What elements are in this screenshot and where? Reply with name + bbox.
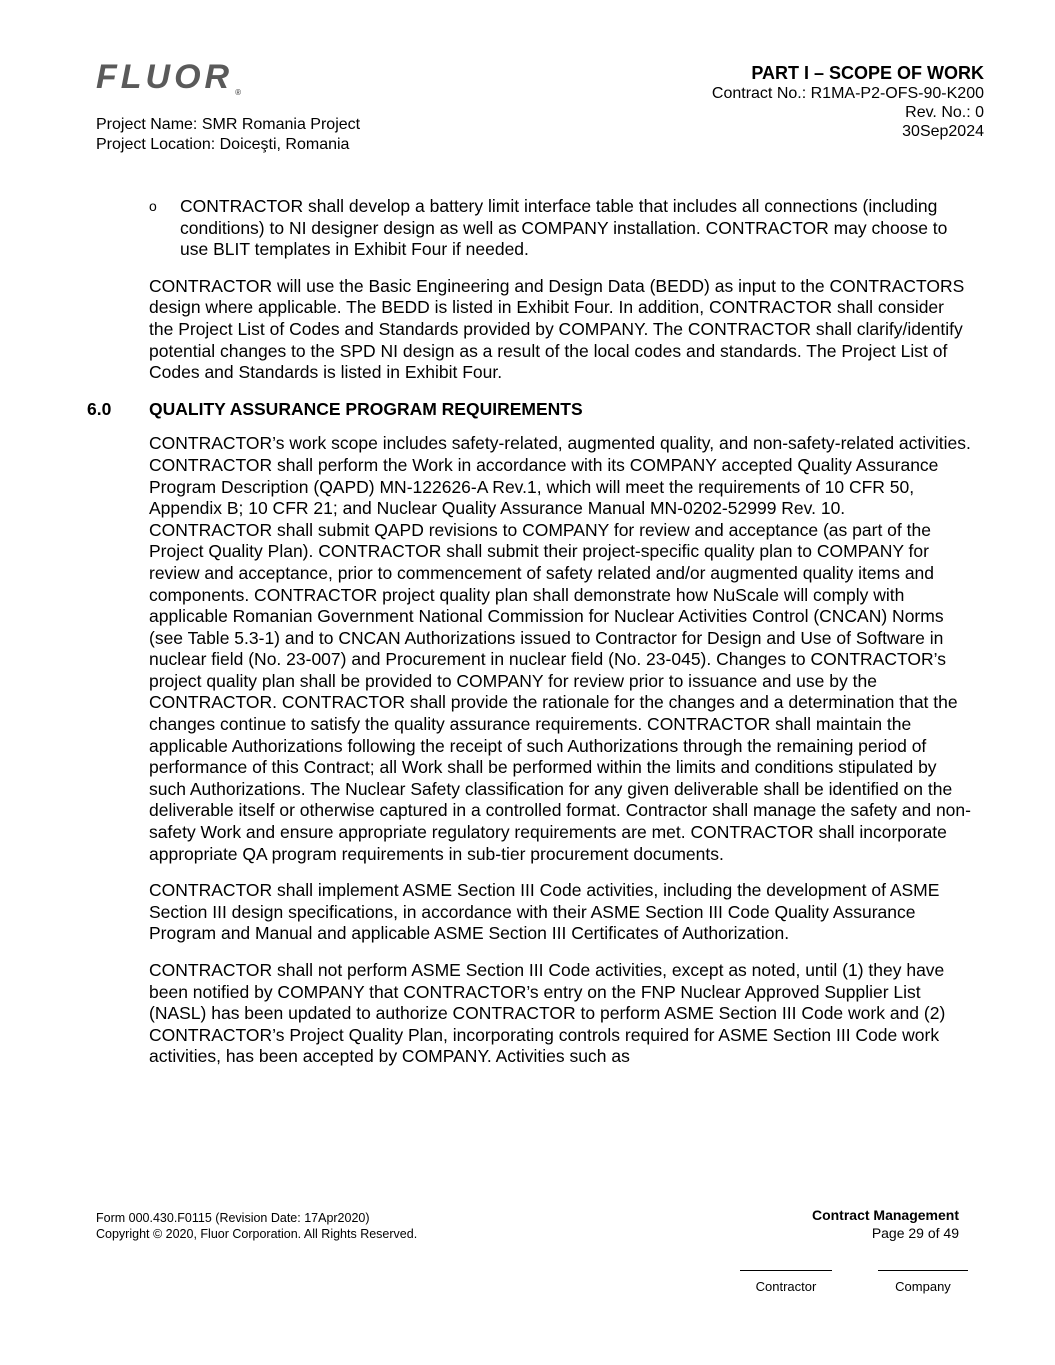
signature-contractor	[740, 1270, 832, 1294]
document-header-right	[712, 63, 984, 141]
section-number: 6.0	[87, 398, 112, 419]
copyright: Copyright © 2020, Fluor Corporation. All Rights Reserved.	[96, 1227, 418, 1241]
department: Contract Management	[811, 1207, 959, 1223]
project-info	[96, 115, 360, 155]
revision-number: Rev. No.: 0	[905, 104, 984, 121]
paragraph-bedd: CONTRACTOR will use the Basic Engineering and Design Data (BEDD) as input to the CONTRACTORS design where applicable. The BEDD is listed in Exhibit Four. In addition, CONTRACTOR shall consider the Project List of Codes and Standards provided by COMPANY. The CONTRACTOR shall clarify/identify potential changes to the SPD NI design as a result of the local codes and standards. The Project List of Codes and Standards is listed in Exhibit Four.	[149, 275, 965, 383]
registered-mark: ®	[235, 88, 241, 97]
paragraph-asme: CONTRACTOR shall implement ASME Section III Code activities, including the development of ASME Section III design specifications, in accordance with their ASME Section III Code Quality Assurance Program and Manual and applicable ASME Section III Certificates of Authorization.	[149, 880, 940, 944]
document-date: 30Sep2024	[902, 123, 984, 140]
paragraph-qa: CONTRACTOR’s work scope includes safety-related, augmented quality, and non-safety-related activities. CONTRACTOR shall perform the Work in accordance with its COMPANY accepted Quality Assurance Program Description (QAPD) MN-122626-A Rev.1, which will meet the requirements of 10 CFR 50, Appendix B; 10 CFR 21; and Nuclear Quality Assurance Manual MN-0202-52999 Rev. 10. CONTRACTOR shall submit QAPD revisions to COMPANY for review and acceptance (as part of the Project Quality Plan). CONTRACTOR shall submit their project-specific quality plan to COMPANY for review and acceptance, prior to commencement of safety related and/or augmented quality items and components. CONTRACTOR project quality plan shall demonstrate how NuScale will comply with applicable Romanian Government National Commission for Nuclear Activities Control (CNCAN) Norms (see Table 5.3-1) and to CNCAN Authorizations issued to Contractor for Design and Use of Software in nuclear field (No. 23-007) and Procurement in nuclear field (No. 23-045). Changes to CONTRACTOR’s project quality plan shall be provided to COMPANY for review prior to issuance and use by the CONTRACTOR. CONTRACTOR shall provide the rationale for the changes and a determination that the changes continue to satisfy the quality assurance requirements. CONTRACTOR shall maintain the applicable Authorizations following the receipt of such Authorizations through the remaining period of performance of this Contract; all Work shall be performed within the limits and conditions stipulated by such Authorizations. The Nuclear Safety classification for any given deliverable shall be identified on the deliverable itself or otherwise captured in a controlled format. Contractor shall manage the safety and non-safety Work and ensure appropriate regulatory requirements are met. CONTRACTOR shall incorporate appropriate QA program requirements in sub-tier procurement documents.	[149, 433, 971, 864]
bullet-icon: o	[149, 198, 157, 214]
signature-label: Company	[895, 1279, 951, 1294]
paragraph-asme-2: CONTRACTOR shall not perform ASME Section III Code activities, except as noted, until (1) they have been notified by COMPANY that CONTRACTOR’s entry on the FNP Nuclear Approved Supplier List (NASL) has been updated to authorize CONTRACTOR to perform ASME Section III Code work and (2) CONTRACTOR’s Project Quality Plan, incorporating controls required for ASME Section III Code work activities, has been accepted by COMPANY. Activities such as	[149, 960, 946, 1067]
document-body	[87, 196, 971, 1083]
signature-line	[740, 1270, 832, 1279]
signature-line	[878, 1270, 968, 1279]
fluor-logo	[96, 58, 241, 97]
part-title: PART I – SCOPE OF WORK	[751, 63, 984, 83]
footer-right	[812, 1206, 959, 1242]
footer-left	[96, 1210, 417, 1242]
section-heading	[87, 398, 971, 421]
section-title: QUALITY ASSURANCE PROGRAM REQUIREMENTS	[149, 398, 583, 419]
form-number: Form 000.430.F0115 (Revision Date: 17Apr2020)	[96, 1211, 370, 1225]
project-location: Project Location: Doiceşti, Romania	[96, 136, 350, 153]
bullet-text: CONTRACTOR shall develop a battery limit interface table that includes all connections (including conditions) to NI designer design as well as COMPANY installation. CONTRACTOR may choose to use BLIT templates in Exhibit Four if needed.	[180, 196, 948, 260]
page-number: Page 29 of 49	[871, 1225, 959, 1241]
signature-company	[878, 1270, 968, 1294]
signature-label: Contractor	[755, 1279, 817, 1294]
project-name: Project Name: SMR Romania Project	[96, 116, 361, 133]
logo-text: FLUOR	[96, 58, 234, 96]
contract-number: Contract No.: R1MA-P2-OFS-90-K200	[711, 85, 984, 102]
list-item	[149, 196, 971, 261]
